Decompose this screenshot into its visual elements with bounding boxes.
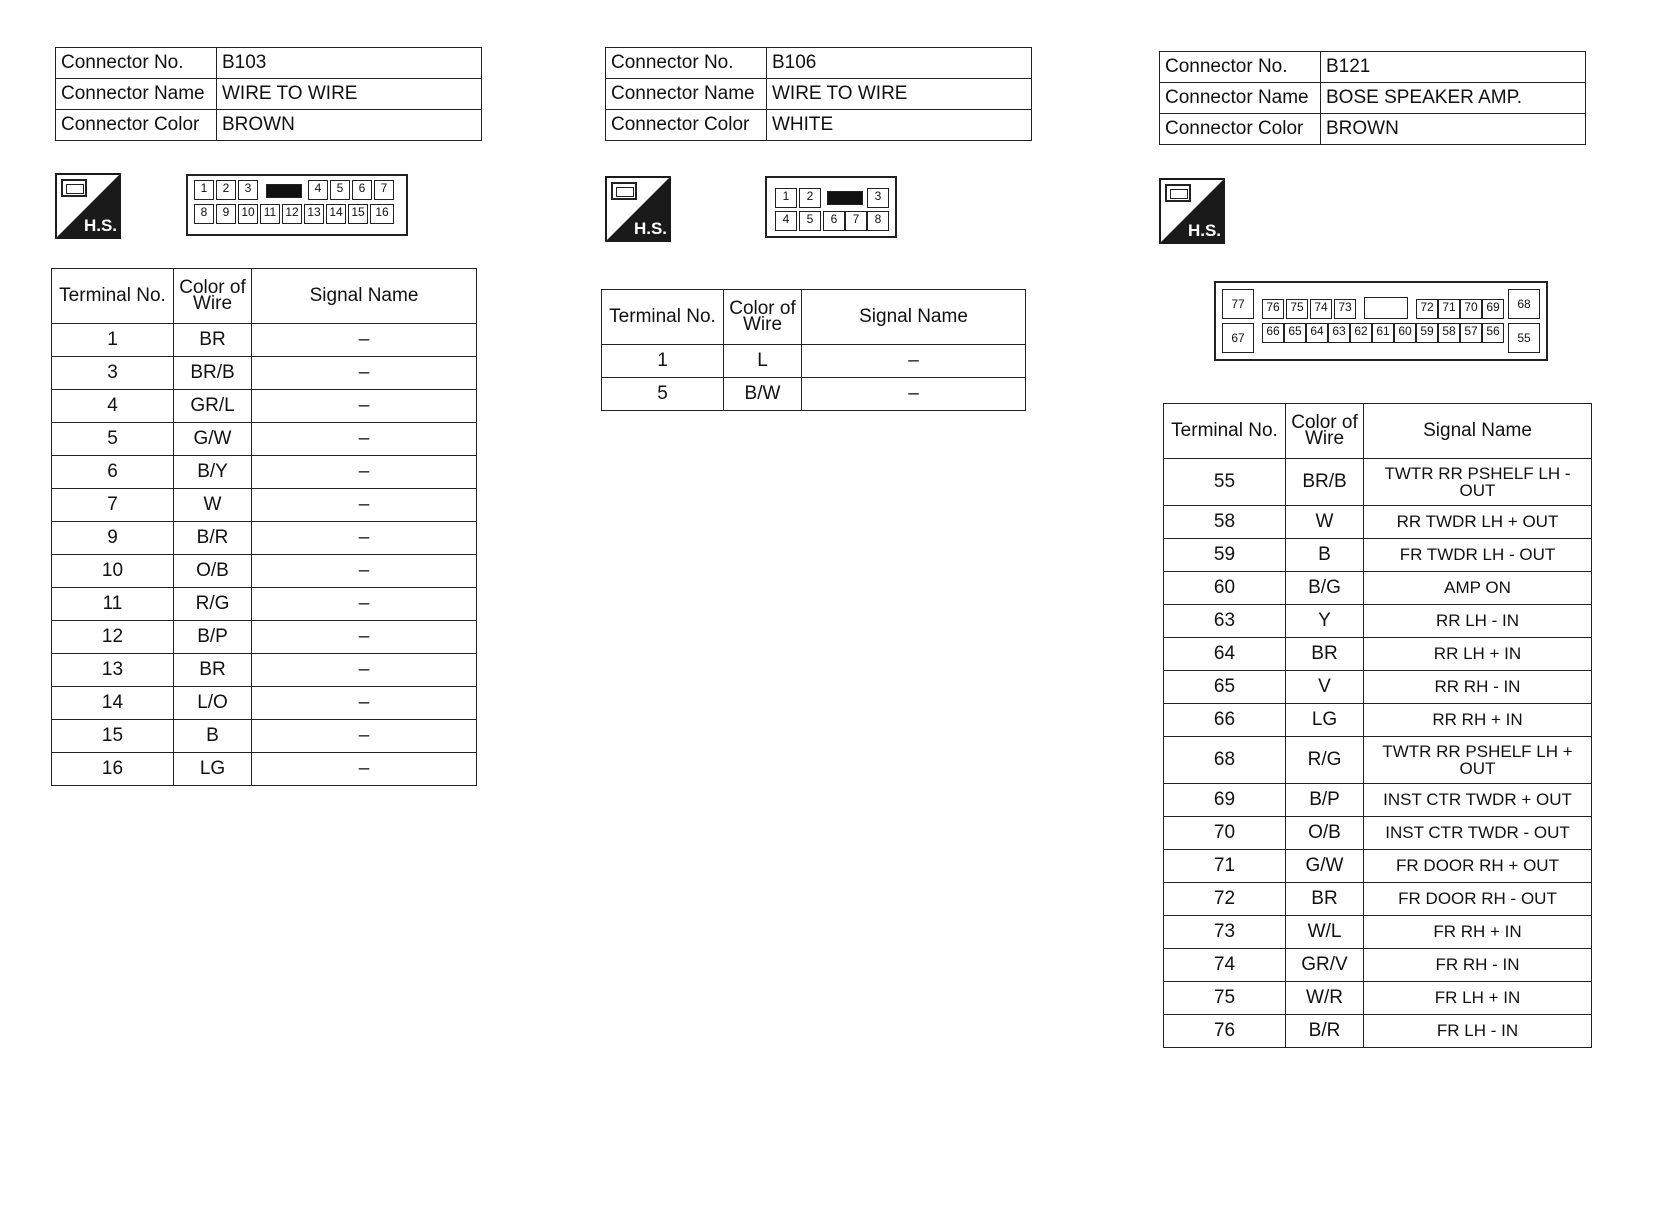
wire-color-cell: V xyxy=(1286,671,1364,704)
table-row xyxy=(52,390,477,423)
pin: 15 xyxy=(348,204,368,224)
terminal-no-cell: 72 xyxy=(1164,883,1286,916)
wire-color-cell: W xyxy=(1286,506,1364,539)
pin: 3 xyxy=(867,188,889,208)
table-row xyxy=(52,720,477,753)
pin: 62 xyxy=(1350,323,1372,343)
table-row xyxy=(1164,817,1592,850)
pin: 70 xyxy=(1460,299,1482,319)
header-signal-name: Signal Name xyxy=(252,269,477,324)
pin: 58 xyxy=(1438,323,1460,343)
table-row xyxy=(1164,671,1592,704)
terminal-no-cell: 58 xyxy=(1164,506,1286,539)
pin: 2 xyxy=(799,188,821,208)
signal-name-cell: INST CTR TWDR + OUT xyxy=(1364,784,1592,817)
signal-name-cell: – xyxy=(252,753,477,786)
signal-name-cell: – xyxy=(252,390,477,423)
wire-color-cell: L xyxy=(724,345,802,378)
pin: 13 xyxy=(304,204,324,224)
label-connector-no: Connector No. xyxy=(1160,52,1321,83)
wire-color-cell: G/W xyxy=(1286,850,1364,883)
table-row xyxy=(1164,605,1592,638)
header-color-of-wire: Color of Wire xyxy=(1286,404,1364,459)
terminal-no-cell: 5 xyxy=(602,378,724,411)
terminal-no-cell: 16 xyxy=(52,753,174,786)
label-connector-name: Connector Name xyxy=(606,79,767,110)
pin: 57 xyxy=(1460,323,1482,343)
pin: 10 xyxy=(238,204,258,224)
wire-color-cell: W/L xyxy=(1286,916,1364,949)
pin-blank xyxy=(827,191,863,205)
signal-name-cell: FR RH + IN xyxy=(1364,916,1592,949)
signal-name-cell: – xyxy=(252,687,477,720)
terminal-no-cell: 71 xyxy=(1164,850,1286,883)
header-color-of-wire: Color of Wire xyxy=(724,290,802,345)
connector-name: BOSE SPEAKER AMP. xyxy=(1321,83,1586,114)
wire-color-cell: BR/B xyxy=(174,357,252,390)
terminal-no-cell: 68 xyxy=(1164,737,1286,784)
terminal-no-cell: 9 xyxy=(52,522,174,555)
wire-color-cell: R/G xyxy=(1286,737,1364,784)
label-connector-color: Connector Color xyxy=(56,110,217,141)
signal-name-cell: RR LH - IN xyxy=(1364,605,1592,638)
label-connector-no: Connector No. xyxy=(56,48,217,79)
label-connector-color: Connector Color xyxy=(1160,114,1321,145)
signal-name-cell: – xyxy=(252,324,477,357)
connector-info-table xyxy=(1159,51,1586,145)
terminal-no-cell: 11 xyxy=(52,588,174,621)
table-row xyxy=(602,378,1026,411)
table-row xyxy=(52,489,477,522)
pin: 56 xyxy=(1482,323,1504,343)
pin: 69 xyxy=(1482,299,1504,319)
terminal-no-cell: 14 xyxy=(52,687,174,720)
terminal-no-cell: 66 xyxy=(1164,704,1286,737)
table-row xyxy=(1164,1015,1592,1048)
pin: 6 xyxy=(823,211,845,231)
terminal-no-cell: 73 xyxy=(1164,916,1286,949)
terminal-no-cell: 60 xyxy=(1164,572,1286,605)
wire-color-cell: B xyxy=(1286,539,1364,572)
signal-name-cell: FR DOOR RH + OUT xyxy=(1364,850,1592,883)
pin: 60 xyxy=(1394,323,1416,343)
terminal-table-b106 xyxy=(601,289,1026,411)
terminal-no-cell: 75 xyxy=(1164,982,1286,1015)
table-row xyxy=(1164,638,1592,671)
table-row xyxy=(52,654,477,687)
wire-color-cell: BR xyxy=(1286,638,1364,671)
table-row xyxy=(1164,737,1592,784)
terminal-table-b103 xyxy=(51,268,477,786)
pin: 5 xyxy=(330,180,350,200)
header-signal-name: Signal Name xyxy=(1364,404,1592,459)
pin: 66 xyxy=(1262,323,1284,343)
terminal-no-cell: 74 xyxy=(1164,949,1286,982)
table-row xyxy=(1164,949,1592,982)
table-row xyxy=(602,345,1026,378)
terminal-table-b121 xyxy=(1163,403,1592,1048)
label-connector-no: Connector No. xyxy=(606,48,767,79)
wire-color-cell: G/W xyxy=(174,423,252,456)
pin: 16 xyxy=(370,204,394,224)
pin: 14 xyxy=(326,204,346,224)
signal-name-cell: – xyxy=(252,588,477,621)
pin: 3 xyxy=(238,180,258,200)
connector-face-b106 xyxy=(765,176,897,238)
terminal-no-cell: 1 xyxy=(602,345,724,378)
header-signal-name: Signal Name xyxy=(802,290,1026,345)
wire-color-cell: W xyxy=(174,489,252,522)
terminal-no-cell: 6 xyxy=(52,456,174,489)
pin: 59 xyxy=(1416,323,1438,343)
table-row xyxy=(1164,850,1592,883)
terminal-no-cell: 7 xyxy=(52,489,174,522)
table-row xyxy=(52,357,477,390)
signal-name-cell: FR DOOR RH - OUT xyxy=(1364,883,1592,916)
wire-color-cell: B/W xyxy=(724,378,802,411)
wire-color-cell: BR xyxy=(174,654,252,687)
harness-side-icon: H.S. xyxy=(1159,178,1225,244)
signal-name-cell: INST CTR TWDR - OUT xyxy=(1364,817,1592,850)
signal-name-cell: TWTR RR PSHELF LH - OUT xyxy=(1364,459,1592,506)
terminal-no-cell: 64 xyxy=(1164,638,1286,671)
table-row xyxy=(1164,883,1592,916)
connector-b121 xyxy=(1159,51,1586,145)
table-row xyxy=(1164,459,1592,506)
signal-name-cell: FR TWDR LH - OUT xyxy=(1364,539,1592,572)
wire-color-cell: R/G xyxy=(174,588,252,621)
connector-name: WIRE TO WIRE xyxy=(767,79,1032,110)
table-row xyxy=(52,555,477,588)
pin: 67 xyxy=(1222,323,1254,353)
terminal-no-cell: 70 xyxy=(1164,817,1286,850)
signal-name-cell: – xyxy=(252,357,477,390)
terminal-no-cell: 76 xyxy=(1164,1015,1286,1048)
wire-color-cell: LG xyxy=(174,753,252,786)
header-terminal-no: Terminal No. xyxy=(52,269,174,324)
terminal-no-cell: 12 xyxy=(52,621,174,654)
signal-name-cell: – xyxy=(252,720,477,753)
signal-name-cell: RR RH + IN xyxy=(1364,704,1592,737)
terminal-no-cell: 10 xyxy=(52,555,174,588)
pin: 61 xyxy=(1372,323,1394,343)
table-row xyxy=(1164,539,1592,572)
pin-blank xyxy=(266,184,302,198)
wire-color-cell: GR/V xyxy=(1286,949,1364,982)
signal-name-cell: – xyxy=(802,378,1026,411)
pin: 71 xyxy=(1438,299,1460,319)
table-row xyxy=(52,423,477,456)
wire-color-cell: B xyxy=(174,720,252,753)
wire-color-cell: O/B xyxy=(1286,817,1364,850)
connector-color: WHITE xyxy=(767,110,1032,141)
terminal-no-cell: 1 xyxy=(52,324,174,357)
pin: 8 xyxy=(194,204,214,224)
table-row xyxy=(1164,506,1592,539)
pin: 73 xyxy=(1334,299,1356,319)
connector-no: B106 xyxy=(767,48,1032,79)
connector-face-b103 xyxy=(186,174,408,236)
pin: 65 xyxy=(1284,323,1306,343)
connector-no: B121 xyxy=(1321,52,1586,83)
label-connector-name: Connector Name xyxy=(56,79,217,110)
pin: 68 xyxy=(1508,289,1540,319)
terminal-no-cell: 65 xyxy=(1164,671,1286,704)
connector-name: WIRE TO WIRE xyxy=(217,79,482,110)
harness-side-icon: H.S. xyxy=(55,173,121,239)
wire-color-cell: B/Y xyxy=(174,456,252,489)
terminal-no-cell: 5 xyxy=(52,423,174,456)
table-row xyxy=(1164,784,1592,817)
wire-color-cell: W/R xyxy=(1286,982,1364,1015)
terminal-no-cell: 3 xyxy=(52,357,174,390)
pin: 74 xyxy=(1310,299,1332,319)
header-terminal-no: Terminal No. xyxy=(602,290,724,345)
signal-name-cell: – xyxy=(252,489,477,522)
table-row xyxy=(1164,916,1592,949)
wire-color-cell: B/G xyxy=(1286,572,1364,605)
pin: 6 xyxy=(352,180,372,200)
pin: 77 xyxy=(1222,289,1254,319)
signal-name-cell: – xyxy=(252,456,477,489)
terminal-no-cell: 59 xyxy=(1164,539,1286,572)
signal-name-cell: – xyxy=(252,522,477,555)
wire-color-cell: GR/L xyxy=(174,390,252,423)
signal-name-cell: RR RH - IN xyxy=(1364,671,1592,704)
pin: 75 xyxy=(1286,299,1308,319)
connector-face-b121 xyxy=(1214,281,1548,361)
header-color-of-wire: Color of Wire xyxy=(174,269,252,324)
signal-name-cell: – xyxy=(252,423,477,456)
pin: 76 xyxy=(1262,299,1284,319)
wire-color-cell: B/R xyxy=(1286,1015,1364,1048)
wire-color-cell: B/P xyxy=(1286,784,1364,817)
pin-blank xyxy=(1364,297,1408,319)
connector-no: B103 xyxy=(217,48,482,79)
table-row xyxy=(1164,572,1592,605)
wire-color-cell: Y xyxy=(1286,605,1364,638)
pin: 1 xyxy=(194,180,214,200)
table-row xyxy=(52,588,477,621)
terminal-no-cell: 15 xyxy=(52,720,174,753)
signal-name-cell: – xyxy=(252,621,477,654)
signal-name-cell: – xyxy=(252,555,477,588)
terminal-no-cell: 69 xyxy=(1164,784,1286,817)
pin: 7 xyxy=(374,180,394,200)
wire-color-cell: O/B xyxy=(174,555,252,588)
label-connector-color: Connector Color xyxy=(606,110,767,141)
table-row xyxy=(52,753,477,786)
signal-name-cell: FR LH - IN xyxy=(1364,1015,1592,1048)
terminal-no-cell: 4 xyxy=(52,390,174,423)
pin: 7 xyxy=(845,211,867,231)
pin: 1 xyxy=(775,188,797,208)
table-row xyxy=(52,621,477,654)
pin: 64 xyxy=(1306,323,1328,343)
wire-color-cell: BR xyxy=(1286,883,1364,916)
wire-color-cell: BR xyxy=(174,324,252,357)
wire-color-cell: B/R xyxy=(174,522,252,555)
signal-name-cell: AMP ON xyxy=(1364,572,1592,605)
terminal-no-cell: 63 xyxy=(1164,605,1286,638)
signal-name-cell: RR TWDR LH + OUT xyxy=(1364,506,1592,539)
wire-color-cell: B/P xyxy=(174,621,252,654)
pin: 63 xyxy=(1328,323,1350,343)
wire-color-cell: LG xyxy=(1286,704,1364,737)
pin: 72 xyxy=(1416,299,1438,319)
connector-info-table xyxy=(605,47,1032,141)
pin: 11 xyxy=(260,204,280,224)
signal-name-cell: – xyxy=(252,654,477,687)
connector-info-table xyxy=(55,47,482,141)
table-row xyxy=(1164,982,1592,1015)
terminal-no-cell: 13 xyxy=(52,654,174,687)
harness-side-icon: H.S. xyxy=(605,176,671,242)
pin: 4 xyxy=(775,211,797,231)
connector-b103 xyxy=(55,47,482,141)
signal-name-cell: TWTR RR PSHELF LH + OUT xyxy=(1364,737,1592,784)
pin: 12 xyxy=(282,204,302,224)
table-row xyxy=(1164,704,1592,737)
label-connector-name: Connector Name xyxy=(1160,83,1321,114)
pin: 8 xyxy=(867,211,889,231)
pin: 55 xyxy=(1508,323,1540,353)
signal-name-cell: FR RH - IN xyxy=(1364,949,1592,982)
pin: 9 xyxy=(216,204,236,224)
table-row xyxy=(52,324,477,357)
connector-b106 xyxy=(605,47,1032,141)
table-row xyxy=(52,456,477,489)
connector-color: BROWN xyxy=(1321,114,1586,145)
pin: 2 xyxy=(216,180,236,200)
table-row xyxy=(52,687,477,720)
wire-color-cell: L/O xyxy=(174,687,252,720)
signal-name-cell: FR LH + IN xyxy=(1364,982,1592,1015)
signal-name-cell: – xyxy=(802,345,1026,378)
pin: 4 xyxy=(308,180,328,200)
pin: 5 xyxy=(799,211,821,231)
signal-name-cell: RR LH + IN xyxy=(1364,638,1592,671)
connector-color: BROWN xyxy=(217,110,482,141)
wire-color-cell: BR/B xyxy=(1286,459,1364,506)
table-row xyxy=(52,522,477,555)
header-terminal-no: Terminal No. xyxy=(1164,404,1286,459)
terminal-no-cell: 55 xyxy=(1164,459,1286,506)
